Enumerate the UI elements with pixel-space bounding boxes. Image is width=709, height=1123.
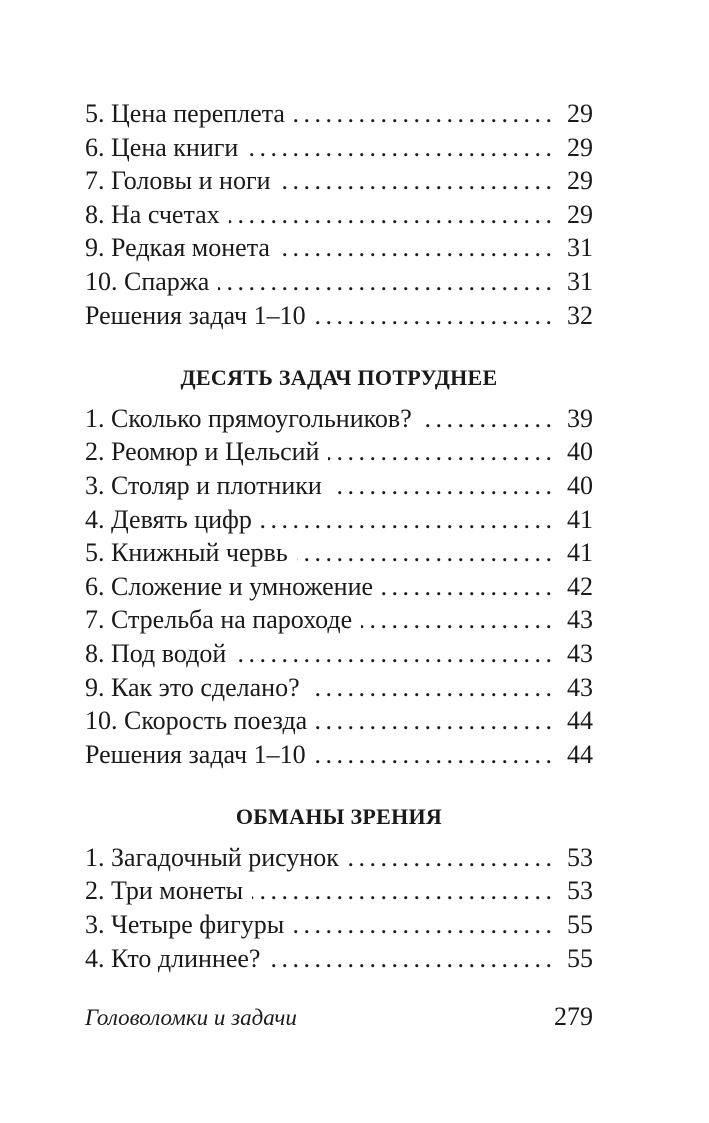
entry-page-number: 53 bbox=[567, 842, 593, 872]
toc-entry bbox=[85, 704, 593, 738]
toc-entry bbox=[85, 265, 593, 299]
entry-page-number: 43 bbox=[567, 638, 593, 668]
entry-title: 10. Спаржа bbox=[85, 266, 210, 296]
entry-title: 5. Книжный червь bbox=[85, 538, 288, 568]
toc-section bbox=[85, 361, 593, 771]
dot-leader bbox=[229, 198, 551, 232]
toc-entry bbox=[85, 164, 593, 198]
section-heading: ДЕСЯТЬ ЗАДАЧ ПОТРУДНЕЕ bbox=[180, 365, 498, 391]
dot-leader bbox=[235, 637, 551, 671]
entry-title: 3. Четыре фигуры bbox=[85, 910, 285, 940]
entry-title: 5. Цена переплета bbox=[85, 99, 285, 128]
toc-entry bbox=[85, 942, 593, 976]
toc-entry bbox=[85, 570, 593, 604]
toc-entry bbox=[85, 841, 593, 875]
entry-page-number: 40 bbox=[567, 470, 593, 500]
entry-page-number: 29 bbox=[567, 166, 593, 196]
entry-page-number: 39 bbox=[567, 403, 593, 433]
entry-title: 1. Сколько прямоугольников? bbox=[85, 403, 412, 433]
entry-title: 10. Скорость поезда bbox=[85, 706, 308, 736]
dot-leader bbox=[309, 671, 551, 705]
dot-leader bbox=[421, 402, 551, 436]
toc-entry bbox=[85, 97, 593, 131]
toc-entry bbox=[85, 908, 593, 942]
folio-page-number: 279 bbox=[554, 1002, 593, 1031]
toc-entry bbox=[85, 603, 593, 637]
dot-leader bbox=[294, 97, 551, 131]
toc-entry bbox=[85, 131, 593, 165]
toc-entry bbox=[85, 874, 593, 908]
entry-page-number: 55 bbox=[567, 910, 593, 940]
dot-leader bbox=[293, 908, 551, 942]
toc-section bbox=[85, 97, 593, 332]
entry-page-number: 44 bbox=[567, 739, 593, 769]
dot-leader bbox=[315, 738, 551, 772]
entry-title: 3. Столяр и плотники bbox=[85, 470, 322, 500]
entry-page-number: 43 bbox=[567, 605, 593, 635]
table-of-contents bbox=[85, 97, 593, 975]
entry-title: 9. Редкая монета bbox=[85, 233, 270, 263]
entry-page-number: 31 bbox=[567, 266, 593, 296]
entry-page-number: 40 bbox=[567, 437, 593, 467]
toc-entry bbox=[85, 299, 593, 333]
entry-page-number: 53 bbox=[567, 876, 593, 906]
entry-page-number: 55 bbox=[567, 943, 593, 973]
dot-leader bbox=[348, 841, 551, 875]
entry-title: 6. Цена книги bbox=[85, 132, 239, 162]
toc-entry bbox=[85, 469, 593, 503]
page-footer bbox=[85, 1000, 593, 1035]
toc-entry bbox=[85, 402, 593, 436]
toc-entry bbox=[85, 503, 593, 537]
dot-leader bbox=[361, 603, 551, 637]
dot-leader bbox=[316, 704, 551, 738]
entry-title: 8. На счетах bbox=[85, 199, 220, 229]
entry-title: 2. Реомюр и Цельсий bbox=[85, 437, 320, 467]
toc-entry bbox=[85, 738, 593, 772]
entry-page-number: 29 bbox=[567, 132, 593, 162]
toc-entry bbox=[85, 198, 593, 232]
entry-title: 6. Сложение и умножение bbox=[85, 571, 374, 601]
entry-title: Решения задач 1–10 bbox=[85, 739, 306, 769]
entry-page-number: 43 bbox=[567, 672, 593, 702]
entry-title: Решения задач 1–10 bbox=[85, 300, 306, 330]
entry-page-number: 44 bbox=[567, 706, 593, 736]
dot-leader bbox=[297, 536, 551, 570]
entry-title: 4. Кто длиннее? bbox=[85, 943, 261, 973]
toc-entry bbox=[85, 637, 593, 671]
entry-title: 7. Стрельба на пароходе bbox=[85, 605, 353, 635]
dot-leader bbox=[328, 435, 551, 469]
toc-entry bbox=[85, 536, 593, 570]
running-title: Головоломки и задачи bbox=[85, 1005, 297, 1030]
dot-leader bbox=[218, 265, 551, 299]
dot-leader bbox=[315, 299, 551, 333]
entry-title: 2. Три монеты bbox=[85, 876, 244, 906]
entry-page-number: 41 bbox=[567, 538, 593, 568]
dot-leader bbox=[269, 942, 551, 976]
dot-leader bbox=[280, 164, 551, 198]
entry-page-number: 42 bbox=[567, 571, 593, 601]
entry-title: 1. Загадочный рисунок bbox=[85, 842, 339, 872]
toc-entry bbox=[85, 231, 593, 265]
entry-page-number: 31 bbox=[567, 233, 593, 263]
entry-title: 7. Головы и ноги bbox=[85, 166, 271, 196]
dot-leader bbox=[247, 131, 551, 165]
toc-entry bbox=[85, 671, 593, 705]
toc-section bbox=[85, 800, 593, 975]
dot-leader bbox=[279, 231, 551, 265]
entry-page-number: 29 bbox=[567, 99, 593, 128]
section-heading: ОБМАНЫ ЗРЕНИЯ bbox=[235, 804, 443, 830]
entry-title: 8. Под водой bbox=[85, 638, 227, 668]
toc-entry bbox=[85, 435, 593, 469]
entry-page-number: 32 bbox=[567, 300, 593, 330]
dot-leader bbox=[331, 469, 551, 503]
dot-leader bbox=[252, 874, 551, 908]
entry-page-number: 41 bbox=[567, 504, 593, 534]
dot-leader bbox=[382, 570, 551, 604]
entry-page-number: 29 bbox=[567, 199, 593, 229]
entry-title: 4. Девять цифр bbox=[85, 504, 252, 534]
entry-title: 9. Как это сделано? bbox=[85, 672, 300, 702]
dot-leader bbox=[261, 503, 551, 537]
